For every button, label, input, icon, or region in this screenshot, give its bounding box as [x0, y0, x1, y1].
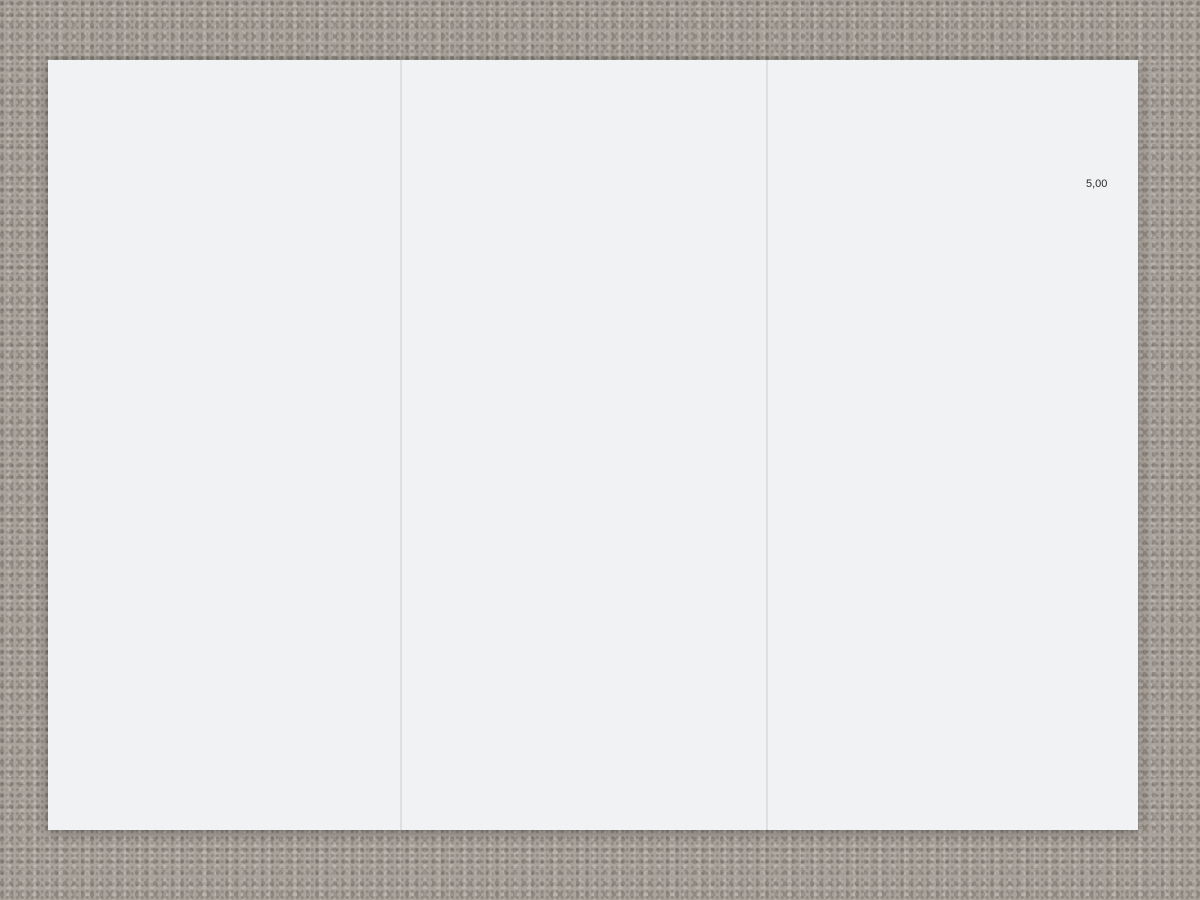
- column-rotweine: [402, 60, 766, 830]
- price: 5,00: [1086, 178, 1108, 190]
- column-getraenke: [768, 60, 1138, 830]
- menu-sheet: [48, 60, 1138, 830]
- column-weissweine: [48, 60, 400, 830]
